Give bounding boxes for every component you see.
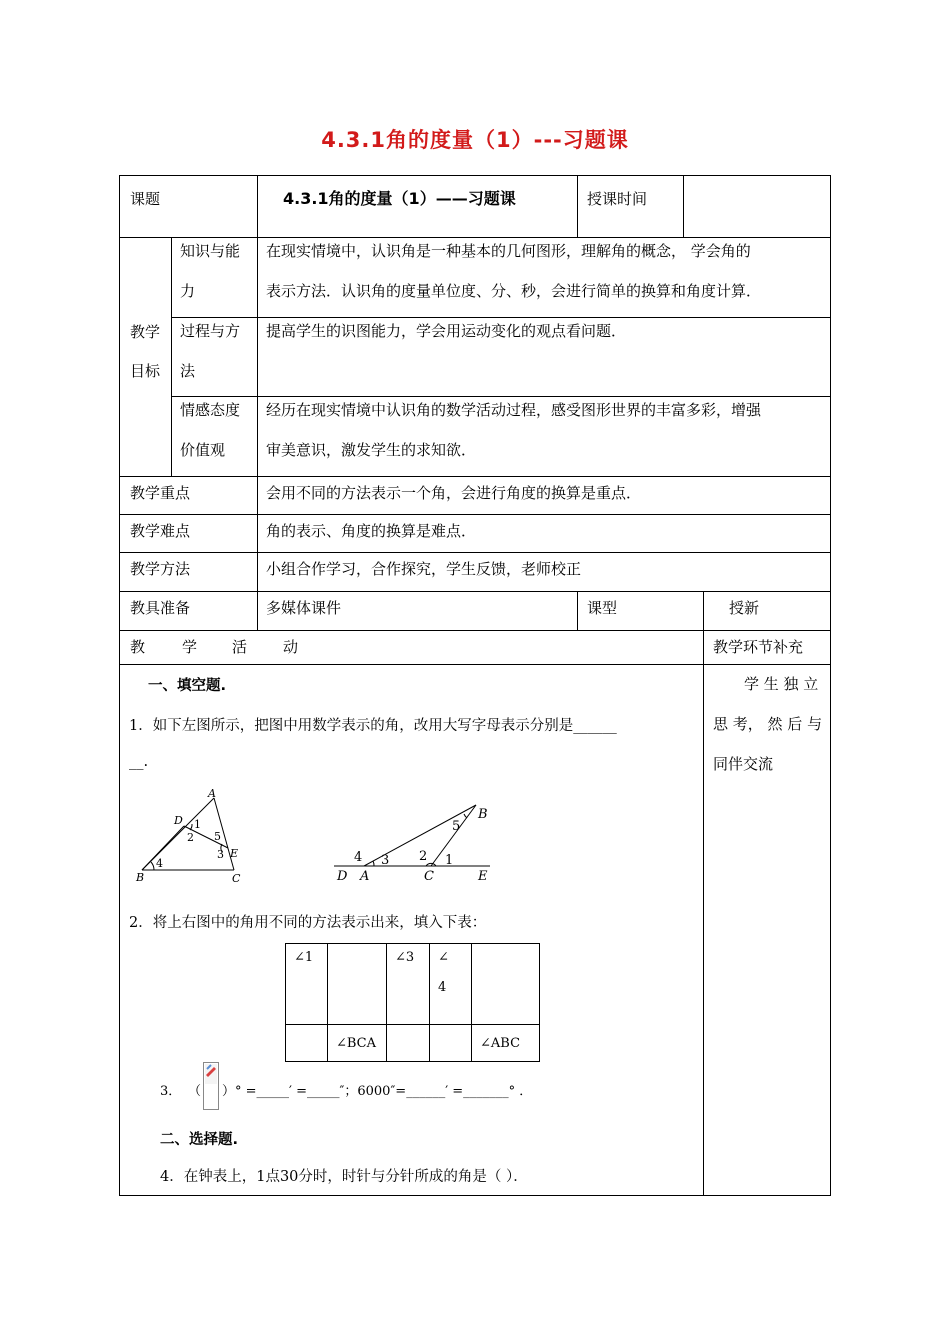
objective-name: 知识与能 [180, 242, 241, 260]
table-cell [387, 1025, 430, 1062]
label-3: 3 [381, 853, 390, 868]
table-cell: ∠BCA [328, 1025, 387, 1062]
blank-image-icon [203, 1062, 219, 1110]
topic-value: 4.3.1角的度量（1）——习题课 [283, 189, 516, 208]
page-title: 4.3.1角的度量（1）---习题课 [321, 128, 629, 152]
method-value: 小组合作学习，合作探究，学生反馈，老师校正 [266, 560, 582, 578]
label-4: 4 [156, 857, 163, 870]
objectives-label-1: 教学 [130, 323, 161, 341]
label-B: B [136, 871, 145, 884]
label-D: D [337, 869, 348, 884]
question-4: 4．在钟表上，1点30分时，时针与分针所成的角是（ ）． [160, 1169, 528, 1185]
label-A: A [208, 787, 216, 800]
activity-header-char: 动 [283, 638, 299, 656]
triangle-figure-left [130, 786, 250, 886]
label-2: 2 [419, 849, 428, 864]
table-cell [472, 944, 540, 1025]
activity-header-char: 活 [232, 638, 248, 656]
objective-name: 情感态度 [180, 401, 241, 419]
objective-text: 表示方法．认识角的度量单位度、分、秒，会进行简单的换算和角度计算． [266, 282, 762, 300]
tools-label: 教具准备 [130, 599, 191, 617]
angle-number: 4 [438, 980, 447, 995]
side-note-line: 同伴交流 [713, 755, 774, 773]
tools-value: 多媒体课件 [266, 599, 342, 617]
topic-label: 课题 [130, 190, 161, 208]
table-cell [286, 1025, 328, 1062]
activity-header-char: 教 [130, 638, 146, 656]
question-1-continuation: __. [129, 754, 149, 770]
angle-table [285, 943, 540, 1062]
table-cell [328, 944, 387, 1025]
key-point-value: 会用不同的方法表示一个角，会进行角度的换算是重点． [266, 484, 642, 502]
activity-header-char: 学 [182, 638, 198, 656]
supplement-label: 教学环节补充 [713, 638, 804, 656]
objective-name: 过程与方 [180, 322, 241, 340]
objective-text: 审美意识，激发学生的求知欲． [266, 441, 477, 459]
key-point-label: 教学重点 [130, 484, 191, 502]
objective-name: 价值观 [180, 441, 226, 459]
table-cell [430, 1025, 472, 1062]
question-3-text: ）° =_____′ =_____″；6000″=______′ =_______° ． [222, 1084, 533, 1099]
label-C: C [232, 872, 241, 885]
lesson-type-label: 课型 [587, 599, 618, 617]
question-2: 2．将上右图中的角用不同的方法表示出来，填入下表： [129, 915, 487, 931]
label-1: 1 [194, 818, 201, 831]
table-cell: ∠1 [286, 944, 328, 1025]
table-cell [430, 944, 472, 1025]
label-B: B [478, 807, 488, 822]
table-cell: ∠ABC [472, 1025, 540, 1062]
question-3-number: 3． [160, 1084, 182, 1099]
table-cell: ∠3 [387, 944, 430, 1025]
section-multiple-choice: 二、选择题. [160, 1132, 239, 1148]
label-E: E [478, 869, 488, 884]
time-label: 授课时间 [587, 190, 648, 208]
objective-text: 提高学生的识图能力，学会用运动变化的观点看问题． [266, 322, 627, 340]
objective-name: 法 [180, 362, 196, 380]
label-3: 3 [217, 848, 224, 861]
label-5: 5 [452, 819, 461, 834]
objective-name: 力 [180, 282, 196, 300]
side-note-line: 思 考， 然 后 与 [713, 715, 823, 733]
objectives-label-2: 目标 [130, 362, 161, 380]
objective-text: 在现实情境中，认识角是一种基本的几何图形，理解角的概念， 学会角的 [266, 242, 751, 260]
difficulty-value: 角的表示、角度的换算是难点． [266, 522, 477, 540]
difficulty-label: 教学难点 [130, 522, 191, 540]
label-E: E [230, 847, 239, 860]
question-3-open-paren: （ [188, 1084, 202, 1099]
objective-text: 经历在现实情境中认识角的数学活动过程，感受图形世界的丰富多彩，增强 [266, 401, 762, 419]
lesson-type-value: 授新 [729, 599, 760, 617]
label-D: D [174, 814, 183, 827]
angle-symbol: ∠ [438, 950, 449, 965]
triangle-figure-right [330, 800, 500, 886]
question-1: 1．如下左图所示，把图中用数学表示的角，改用大写字母表示分别是______ [129, 718, 617, 734]
label-A: A [360, 869, 370, 884]
method-label: 教学方法 [130, 560, 191, 578]
section-fill-blank: 一、填空题. [148, 678, 227, 694]
label-5: 5 [214, 830, 221, 843]
label-C: C [424, 869, 434, 884]
side-note-line: 学 生 独 立 [744, 675, 819, 693]
label-4: 4 [354, 850, 363, 865]
label-1: 1 [445, 853, 454, 868]
label-2: 2 [187, 831, 194, 844]
